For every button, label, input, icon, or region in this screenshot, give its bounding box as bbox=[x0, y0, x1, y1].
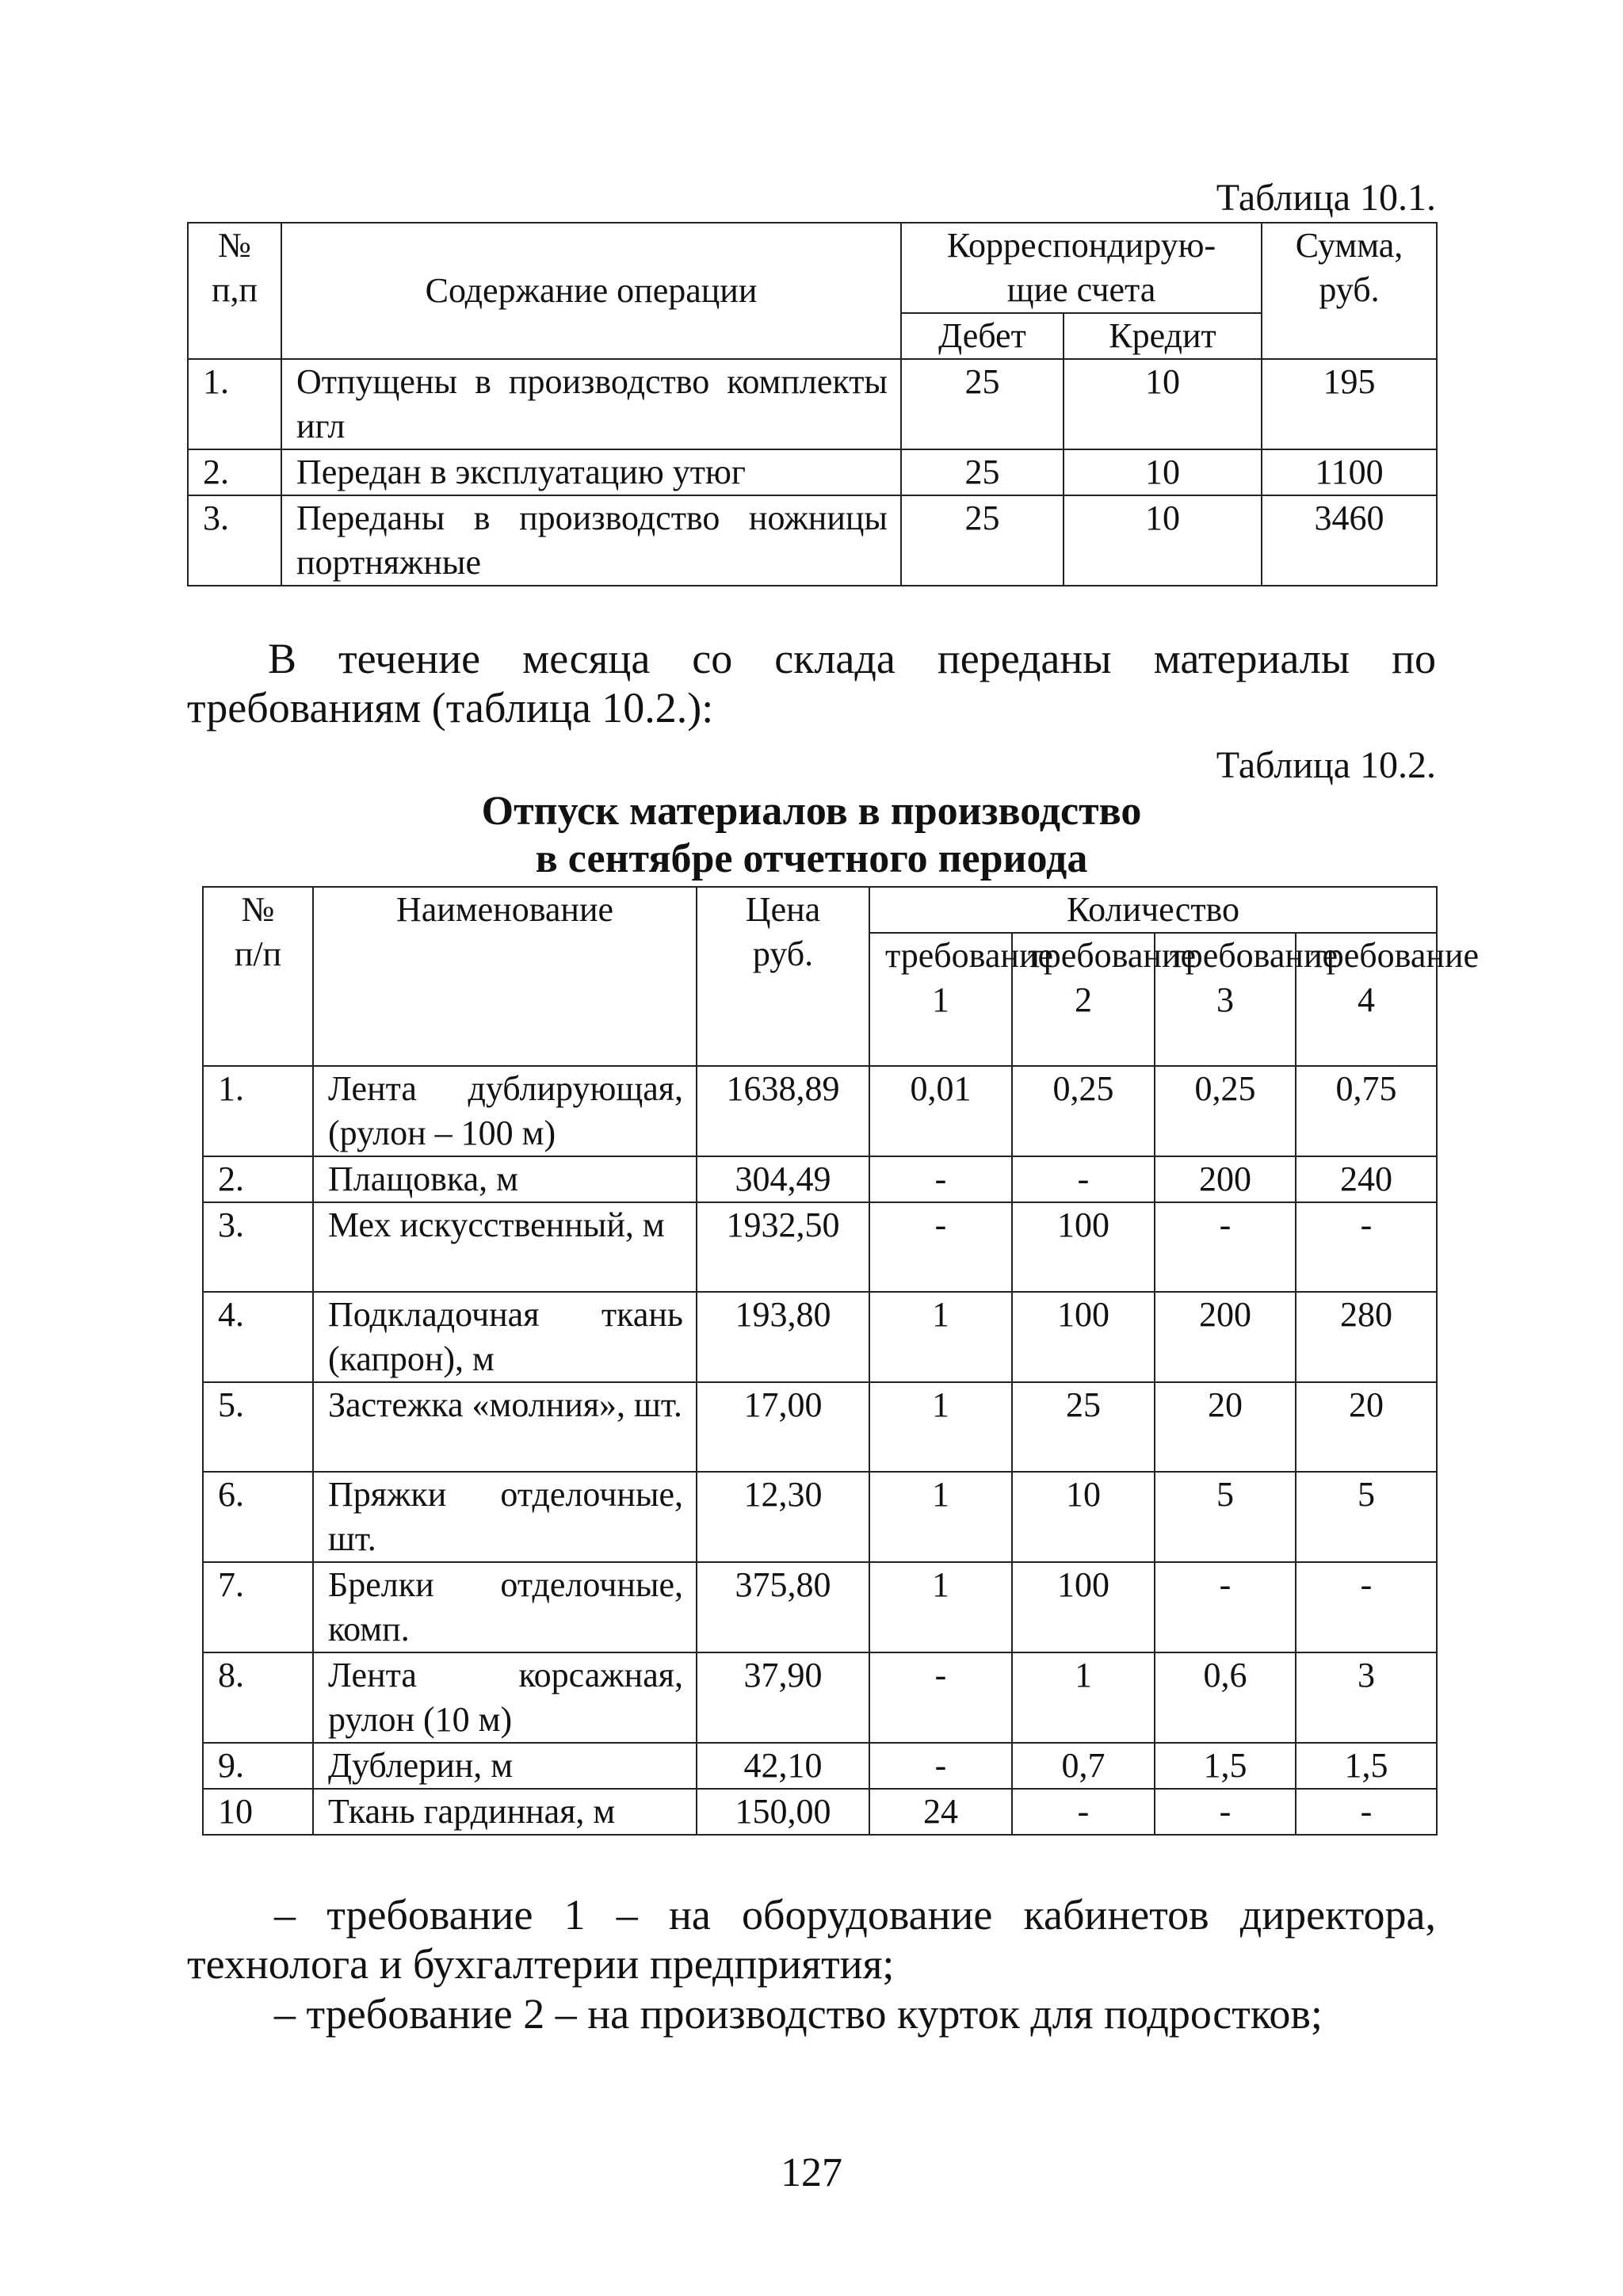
t2-header-qty: Количество bbox=[869, 887, 1437, 933]
table-row: 6. Пряжки отделочные, шт. 12,30 1 10 5 5 bbox=[203, 1472, 1437, 1562]
t2-header-req4: требование 4 bbox=[1296, 933, 1437, 1066]
t1-header-debit: Дебет bbox=[901, 313, 1064, 359]
intro-paragraph: В течение месяца со склада переданы материалы по требованиям (таблица 10.2.): bbox=[187, 635, 1436, 732]
table1-caption: Таблица 10.1. bbox=[1216, 177, 1436, 219]
table-row: 5. Застежка «молния», шт. 17,00 1 25 20 20 bbox=[203, 1382, 1437, 1472]
t1-header-num: № п,п bbox=[188, 223, 281, 359]
t2-header-req1: требование 1 bbox=[869, 933, 1012, 1066]
table-row: 10 Ткань гардинная, м 150,00 24 - - - bbox=[203, 1789, 1437, 1835]
table-row: 1. Лента дублирующая, (рулон – 100 м) 1638,89 0,01 0,25 0,25 0,75 bbox=[203, 1066, 1437, 1156]
t1-header-content: Содержание операции bbox=[281, 223, 901, 359]
table-row: 9. Дублерин, м 42,10 - 0,7 1,5 1,5 bbox=[203, 1743, 1437, 1789]
t2-header-req3: требование 3 bbox=[1155, 933, 1296, 1066]
t2-header-price: Цена руб. bbox=[697, 887, 869, 1066]
table-row: 2. Плащовка, м 304,49 - - 200 240 bbox=[203, 1156, 1437, 1202]
table2-title-line1: Отпуск материалов в производство bbox=[481, 789, 1142, 834]
table-row: 4. Подкладочная ткань (капрон), м 193,80 1 100 200 280 bbox=[203, 1292, 1437, 1382]
page-number: 127 bbox=[781, 2150, 842, 2195]
table-row: 2. Передан в эксплуатацию утюг 25 10 1100 bbox=[188, 449, 1437, 495]
table-row: 7. Брелки отделочные, комп. 375,80 1 100 - - bbox=[203, 1562, 1437, 1652]
table-row: 3. Мех искусственный, м 1932,50 - 100 - - bbox=[203, 1202, 1437, 1292]
t2-header-num: № п/п bbox=[203, 887, 313, 1066]
table-row: 8. Лента корсажная, рулон (10 м) 37,90 - 1 0,6 3 bbox=[203, 1652, 1437, 1743]
materials-table bbox=[202, 886, 1480, 1836]
operations-table bbox=[187, 222, 1438, 586]
t2-header-name: Наименование bbox=[313, 887, 697, 1066]
requirement-note-2: – требование 2 – на производство курток для подростков; bbox=[274, 1990, 1323, 2038]
requirement-note-1: – требование 1 – на оборудование кабинетов директора, технолога и бухгалтерии предприятия; bbox=[187, 1891, 1436, 1988]
table2-caption: Таблица 10.2. bbox=[1216, 744, 1436, 786]
table-row: 1. Отпущены в производство комплекты игл 25 10 195 bbox=[188, 359, 1437, 449]
t2-header-req2: требование 2 bbox=[1012, 933, 1155, 1066]
table-row: 3. Переданы в производство ножницы портняжные 25 10 3460 bbox=[188, 495, 1437, 586]
table2-title-line2: в сентябре отчетного периода bbox=[535, 836, 1088, 881]
t1-header-credit: Кредит bbox=[1064, 313, 1262, 359]
t1-header-corr: Корреспондирую-щие счета bbox=[901, 223, 1262, 313]
t1-header-sum: Сумма, руб. bbox=[1262, 223, 1437, 359]
